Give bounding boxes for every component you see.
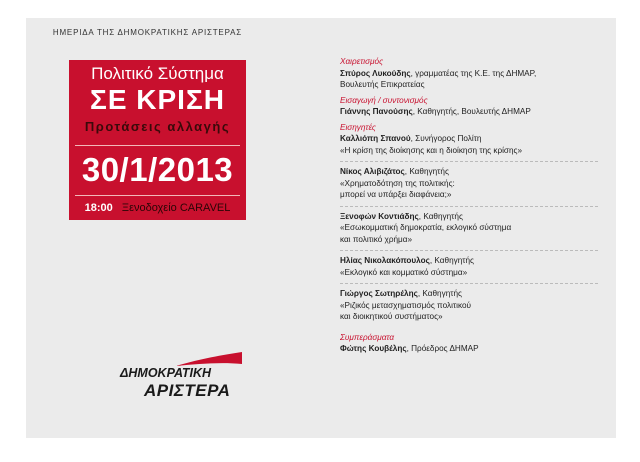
speakers-label: Εισηγητές [340, 122, 376, 132]
intro-name: Γιάννης Πανούσης [340, 107, 413, 116]
speaker-entry [340, 133, 598, 156]
intro-label: Εισαγωγή / συντονισμός [340, 95, 428, 105]
logo-line1: ΔΗΜΟΚΡΑΤΙΚΗ [120, 366, 212, 380]
speaker-name: Γιώργος Σωτηρέλης [340, 289, 418, 298]
speaker-name: Ξενοφών Κοντιάδης [340, 211, 419, 221]
poster-venue: Ξενοδοχείο CARAVEL [121, 202, 231, 214]
greeting-name: Σπύρος Λυκούδης [340, 68, 411, 78]
speaker-topic: «Ριζικός μετασχηματισμός πολιτικού [340, 300, 471, 310]
speaker-role: , Καθηγητής [418, 211, 463, 221]
speaker-entry [340, 255, 598, 278]
separator [340, 206, 598, 207]
conclusion-entry [340, 343, 598, 355]
speaker-entry [340, 288, 598, 323]
conclusion-label: Συμπεράσματα [340, 332, 395, 342]
speaker-role: , Καθηγητής [417, 289, 462, 298]
separator [340, 250, 598, 251]
greeting-label: Χαιρετισμός [340, 57, 384, 66]
intro-role: , Καθηγητής, Βουλευτής ΔΗΜΑΡ [412, 107, 531, 116]
conclusion-name: Φώτης Κουβέλης [340, 344, 407, 353]
speaker-topic: «Η κρίση της διοίκησης και η διοίκηση της κρίσης» [340, 145, 523, 155]
speaker-name: Ηλίας Νικολακόπουλος [340, 256, 430, 265]
speaker-topic: «Χρηματοδότηση της πολιτικής: [340, 178, 455, 188]
separator [340, 283, 598, 284]
poster-time-venue [69, 202, 246, 214]
speaker-role: , Καθηγητής [429, 256, 475, 265]
poster-date: 30/1/2013 [81, 151, 234, 188]
speaker-role: , Συνήγορος Πολίτη [410, 134, 482, 143]
poster-title-line2: ΣΕ ΚΡΙΣΗ [90, 84, 225, 115]
speaker-topic-cont: και διοικητικού συστήματος» [340, 312, 443, 321]
poster-divider-top [75, 145, 240, 146]
speaker-entry [340, 166, 598, 201]
greeting-role: , γραμματέας της Κ.Ε. της ΔΗΜΑΡ, [410, 68, 537, 78]
intro-entry [340, 106, 598, 118]
poster-divider-bottom [75, 195, 240, 196]
speaker-name: Νίκος Αλιβιζάτος [340, 167, 405, 176]
event-kicker: ΗΜΕΡΙΔΑ ΤΗΣ ΔΗΜΟΚΡΑΤΙΚΗΣ ΑΡΙΣΤΕΡΑΣ [52, 28, 242, 37]
speaker-role: , Καθηγητής [404, 167, 449, 176]
speaker-topic: «Εσωκομματική δημοκρατία, εκλογικό σύστημα [340, 223, 512, 232]
poster-box [69, 60, 246, 220]
poster-subtitle: Προτάσεις αλλαγής [84, 119, 231, 134]
speaker-name: Καλλιόπη Σπανού [340, 134, 411, 143]
program-list [340, 56, 598, 357]
speaker-topic: «Εκλογικό και κομματικό σύστημα» [340, 267, 468, 277]
speaker-entry [340, 211, 598, 246]
separator [340, 161, 598, 162]
poster-time: 18:00 [84, 202, 113, 214]
logo-line2: ΑΡΙΣΤΕΡΑ [144, 381, 231, 400]
greeting-entry [340, 68, 598, 91]
speaker-topic-cont: και πολιτικό χρήμα» [340, 234, 413, 244]
speaker-topic-cont: μπορεί να υπάρξει διαφάνεια;» [340, 190, 452, 199]
greeting-role2: Βουλευτής Επικρατείας [340, 80, 425, 89]
conclusion-role: , Πρόεδρος ΔΗΜΑΡ [406, 344, 479, 353]
poster-title-line1: Πολιτικό Σύστημα [91, 64, 224, 83]
